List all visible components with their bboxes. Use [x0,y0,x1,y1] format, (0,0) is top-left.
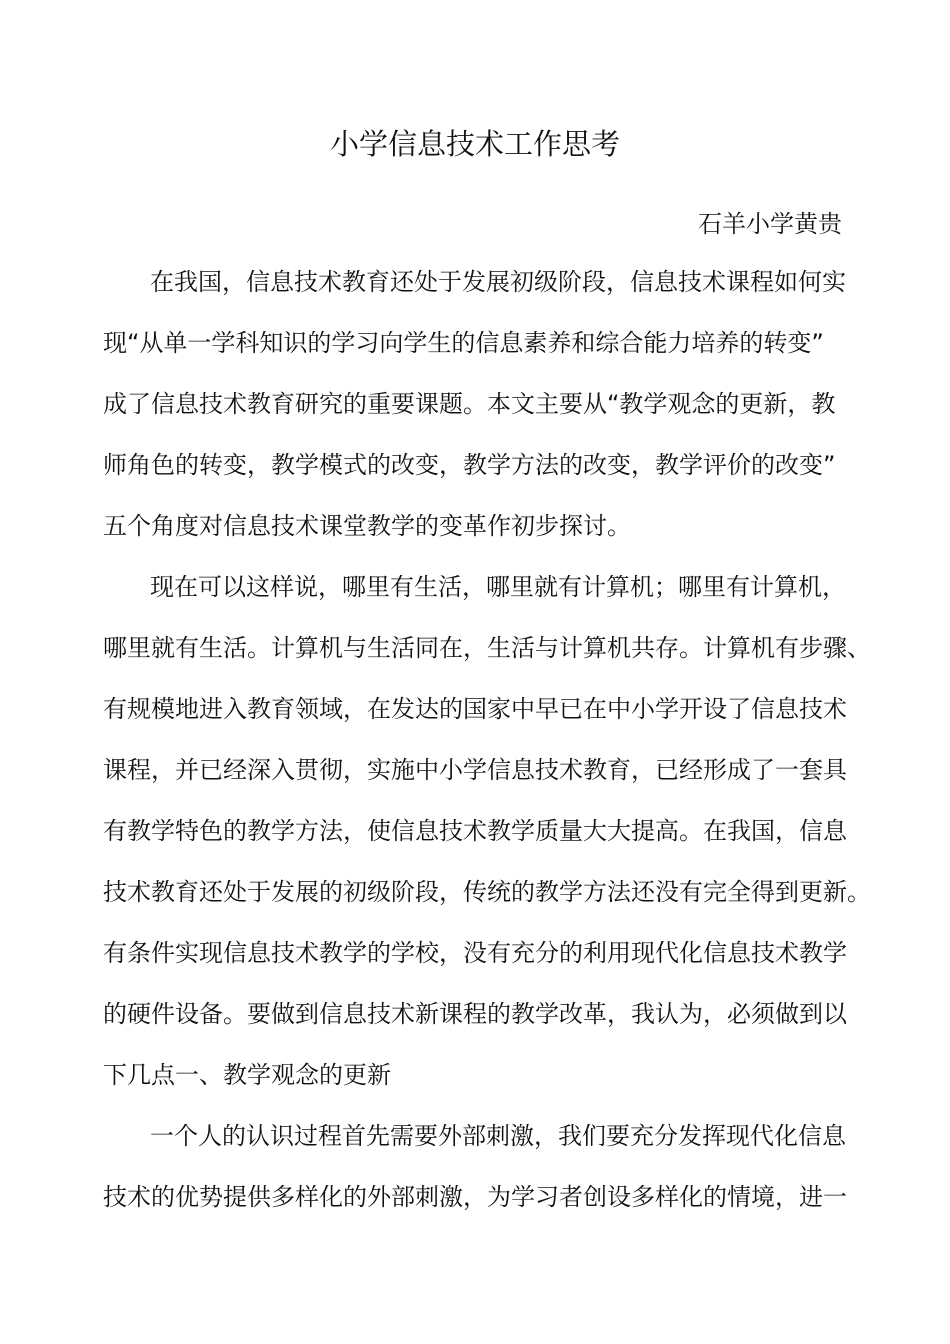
paragraph-line: 五个角度对信息技术课堂教学的变革作初步探讨。 [103,512,631,540]
paragraph-line: 现“从单一学科知识的学习向学生的信息素养和综合能力培养的转变” [103,329,824,357]
document-title: 小学信息技术工作思考 [329,127,620,161]
paragraph-line: 的硬件设备。要做到信息技术新课程的教学改革，我认为，必须做到以 [103,1000,847,1028]
document-author: 石羊小学黄贵 [698,210,842,238]
paragraph-line: 课程，并已经深入贯彻，实施中小学信息技术教育，已经形成了一套具 [103,756,847,784]
paragraph-line: 有条件实现信息技术教学的学校，没有充分的利用现代化信息技术教学 [103,939,847,967]
paragraph-line: 技术的优势提供多样化的外部刺激，为学习者创设多样化的情境，进一 [103,1183,847,1211]
paragraph-line: 有规模地进入教育领域，在发达的国家中早已在中小学开设了信息技术 [103,695,847,723]
paragraph-line: 下几点一、教学观念的更新 [103,1061,391,1089]
paragraph-line: 技术教育还处于发展的初级阶段，传统的教学方法还没有完全得到更新。 [103,878,871,906]
paragraph-line: 哪里就有生活。计算机与生活同在，生活与计算机共存。计算机有步骤、 [103,634,871,662]
paragraph-line: 在我国，信息技术教育还处于发展初级阶段，信息技术课程如何实 [150,268,846,296]
paragraph-line: 现在可以这样说，哪里有生活，哪里就有计算机；哪里有计算机， [150,573,846,601]
paragraph-line: 成了信息技术教育研究的重要课题。本文主要从“教学观念的更新，教 [103,390,836,418]
paragraph-line: 一个人的认识过程首先需要外部刺激，我们要充分发挥现代化信息 [150,1122,846,1150]
paragraph-line: 师角色的转变，教学模式的改变，教学方法的改变，教学评价的改变” [103,451,836,479]
paragraph-line: 有教学特色的教学方法，使信息技术教学质量大大提高。在我国，信息 [103,817,847,845]
